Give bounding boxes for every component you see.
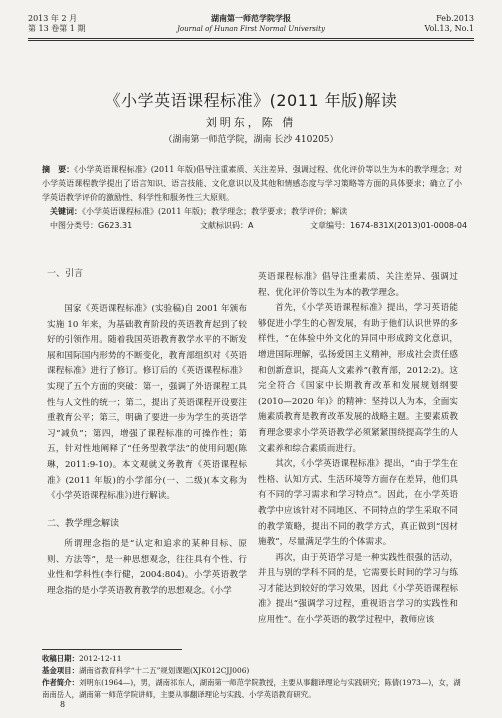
abstract-label: 摘 要： [42,165,75,174]
right-paragraph-0: 英语课程标准》倡导注重素质、关注差异、强调过程、优化评价等以生为本的教学理念。 [258,272,458,298]
intro-column [47,302,247,505]
footnote [42,653,462,701]
articleno-label: 文章编号： [310,221,350,230]
author-label: 作者简介： [42,678,79,687]
intro-paragraph: 国家《英语课程标准》(实验稿)自 2001 年颁布实施 10 年来，为基础教育阶段的英语教育起到了较好的引领作用。随着我国英语教育教学水平的不断发展和国际国内形势的不断变化，教育部组织对《英语课程标准》进行了修订。修订后的《英语课程标准》实现了五个方面的突破：第一，强调了外语课程工具性与人文性的统一；第二，提出了英语课程开设要注重教育公平；第三，明确了要进一步为学生的英语学习“减负”；第四，增强了课程标准的可操作性；第五，针对性地阐释了“任务型教学法”的使用问题(陈琳，2011:9-10)。本文观就义务教育《英语课程标准》(2011 年版)的小学部分(一、二级)(本文称为《小学英语课程标准》)进行解读。 [47,304,247,502]
volume-issue-en: Vol.13, No.1 [424,24,474,33]
abstract [42,163,462,205]
journal-name-cn: 湖南第一师范学院学报 [211,13,291,23]
doccode-value: A [248,221,254,230]
keywords [50,206,347,217]
doccode-label: 文献标识码： [200,221,248,230]
concepts-column [47,537,247,599]
concepts-paragraph: 所谓理念指的是“认定和追求的某种目标、原则、方法等”，是一种思想观念，往往具有个性、行业性和学科性(李行健，2004:804)。小学英语教学理念指的是小学英语教育教学的思想观念。《小学 [47,539,247,596]
journal-date-volume-en [424,14,474,34]
article-authors: 刘明东，陈 倩 [205,116,297,129]
abstract-text: 《小学英语课程标准》(2011 年版)倡导注重素质、关注差异、强调过程、优化评价等以生为本的教学理念；对小学英语课程教学提出了语言知识、语言技能、文化意识以及其他和情感态度与学习策略等方面的具体要求；确立了小学英语教学评价的激励性、科学性和服务性三大原则。 [42,165,463,202]
author-value: 刘明东(1964—)，男，湖南祁东人，湖南第一师范学院教授，主要从事翻译理论与实践研究；陈倩(1973—)，女，湖南南岳人，湖南第一师范学院讲师，主要从事翻译理论与实践、小学英语教育研究。 [42,678,461,699]
received-label: 收稿日期： [42,654,79,663]
journal-name [150,13,352,35]
right-paragraph-3: 再次，由于英语学习是一种实践性很强的活动，并且与别的学科不同的是，它需要长时间的学习与练习才能达到较好的学习效果，因此《小学英语课程标准》提出“强调学习过程，重视语言学习的实践性和应用性”。在小学英语的教学过程中，教师应该 [258,552,458,626]
classification-line [50,220,470,231]
page-number: 8 [60,700,66,709]
section-heading-concepts: 二、教学理念解读 [47,519,120,529]
journal-name-en: Journal of Hunan First Normal University [177,25,325,33]
received-date [42,653,462,665]
issue-date: 2013 年 2 月 [28,14,78,23]
header-rule [28,38,474,39]
keywords-text: 《小学英语课程标准》(2011 年版)；教学理念；教学要求；教学评价；解读 [82,207,348,216]
fund-info [42,665,462,677]
author-affiliation: （湖南第一师范学院，湖南 长沙 410205） [163,135,339,145]
section-heading-intro: 一、引言 [47,269,84,279]
keywords-label: 关键词： [50,207,82,216]
header-rule-double [28,40,474,41]
volume-issue: 第 13 卷第 1 期 [28,24,86,33]
fund-label: 基金项目： [42,666,79,675]
right-paragraph-2: 其次，《小学英语课程标准》提出，“由于学生在性格、认知方式、生活环境等方面存在差异，他们具有不同的学习需求和学习特点”。因此，在小学英语教学中应该针对不同地区、不同特点的学生采取不同的教学策略，提出不同的教学方式，真正做到“因材施教”，尽量满足学生的个体需求。 [258,459,458,548]
footnote-rule [42,649,182,650]
clc-value: G623.31 [98,221,133,230]
author-info [42,677,462,701]
right-column [258,270,458,629]
received-value: 2012-12-11 [78,654,122,663]
articleno-value: 1674-831X(2013)01-0008-04 [350,221,468,230]
right-paragraph-1: 首先，《小学英语课程标准》提出，学习英语能够促进小学生的心智发展，有助于他们认识世界的多样性，“在体验中外文化的异同中形成跨文化意识，增进国际理解，弘扬爱国主义精神，形成社会责任感和创新意识，提高人文素养”(教育部，2012:2)。这完全符合《国家中长期教育改革和发展规划纲要(2010—2020 年)》的精神：坚持以人为本，全面实施素质教育是教育改革发展的战略主题。主要素质教育理念要求小学英语教学必须紧紧围绕提高学生的人文素养和综合素质而进行。 [258,303,458,454]
journal-date-volume [28,14,85,34]
clc-label: 中图分类号： [50,221,98,230]
article-title: 《小学英语课程标准》(2011 年版)解读 [104,91,398,110]
fund-value: 湖南省教育科学“十二五”规划课题(XJK012CJJ006) [78,666,250,675]
issue-date-en: Feb.2013 [436,14,474,23]
